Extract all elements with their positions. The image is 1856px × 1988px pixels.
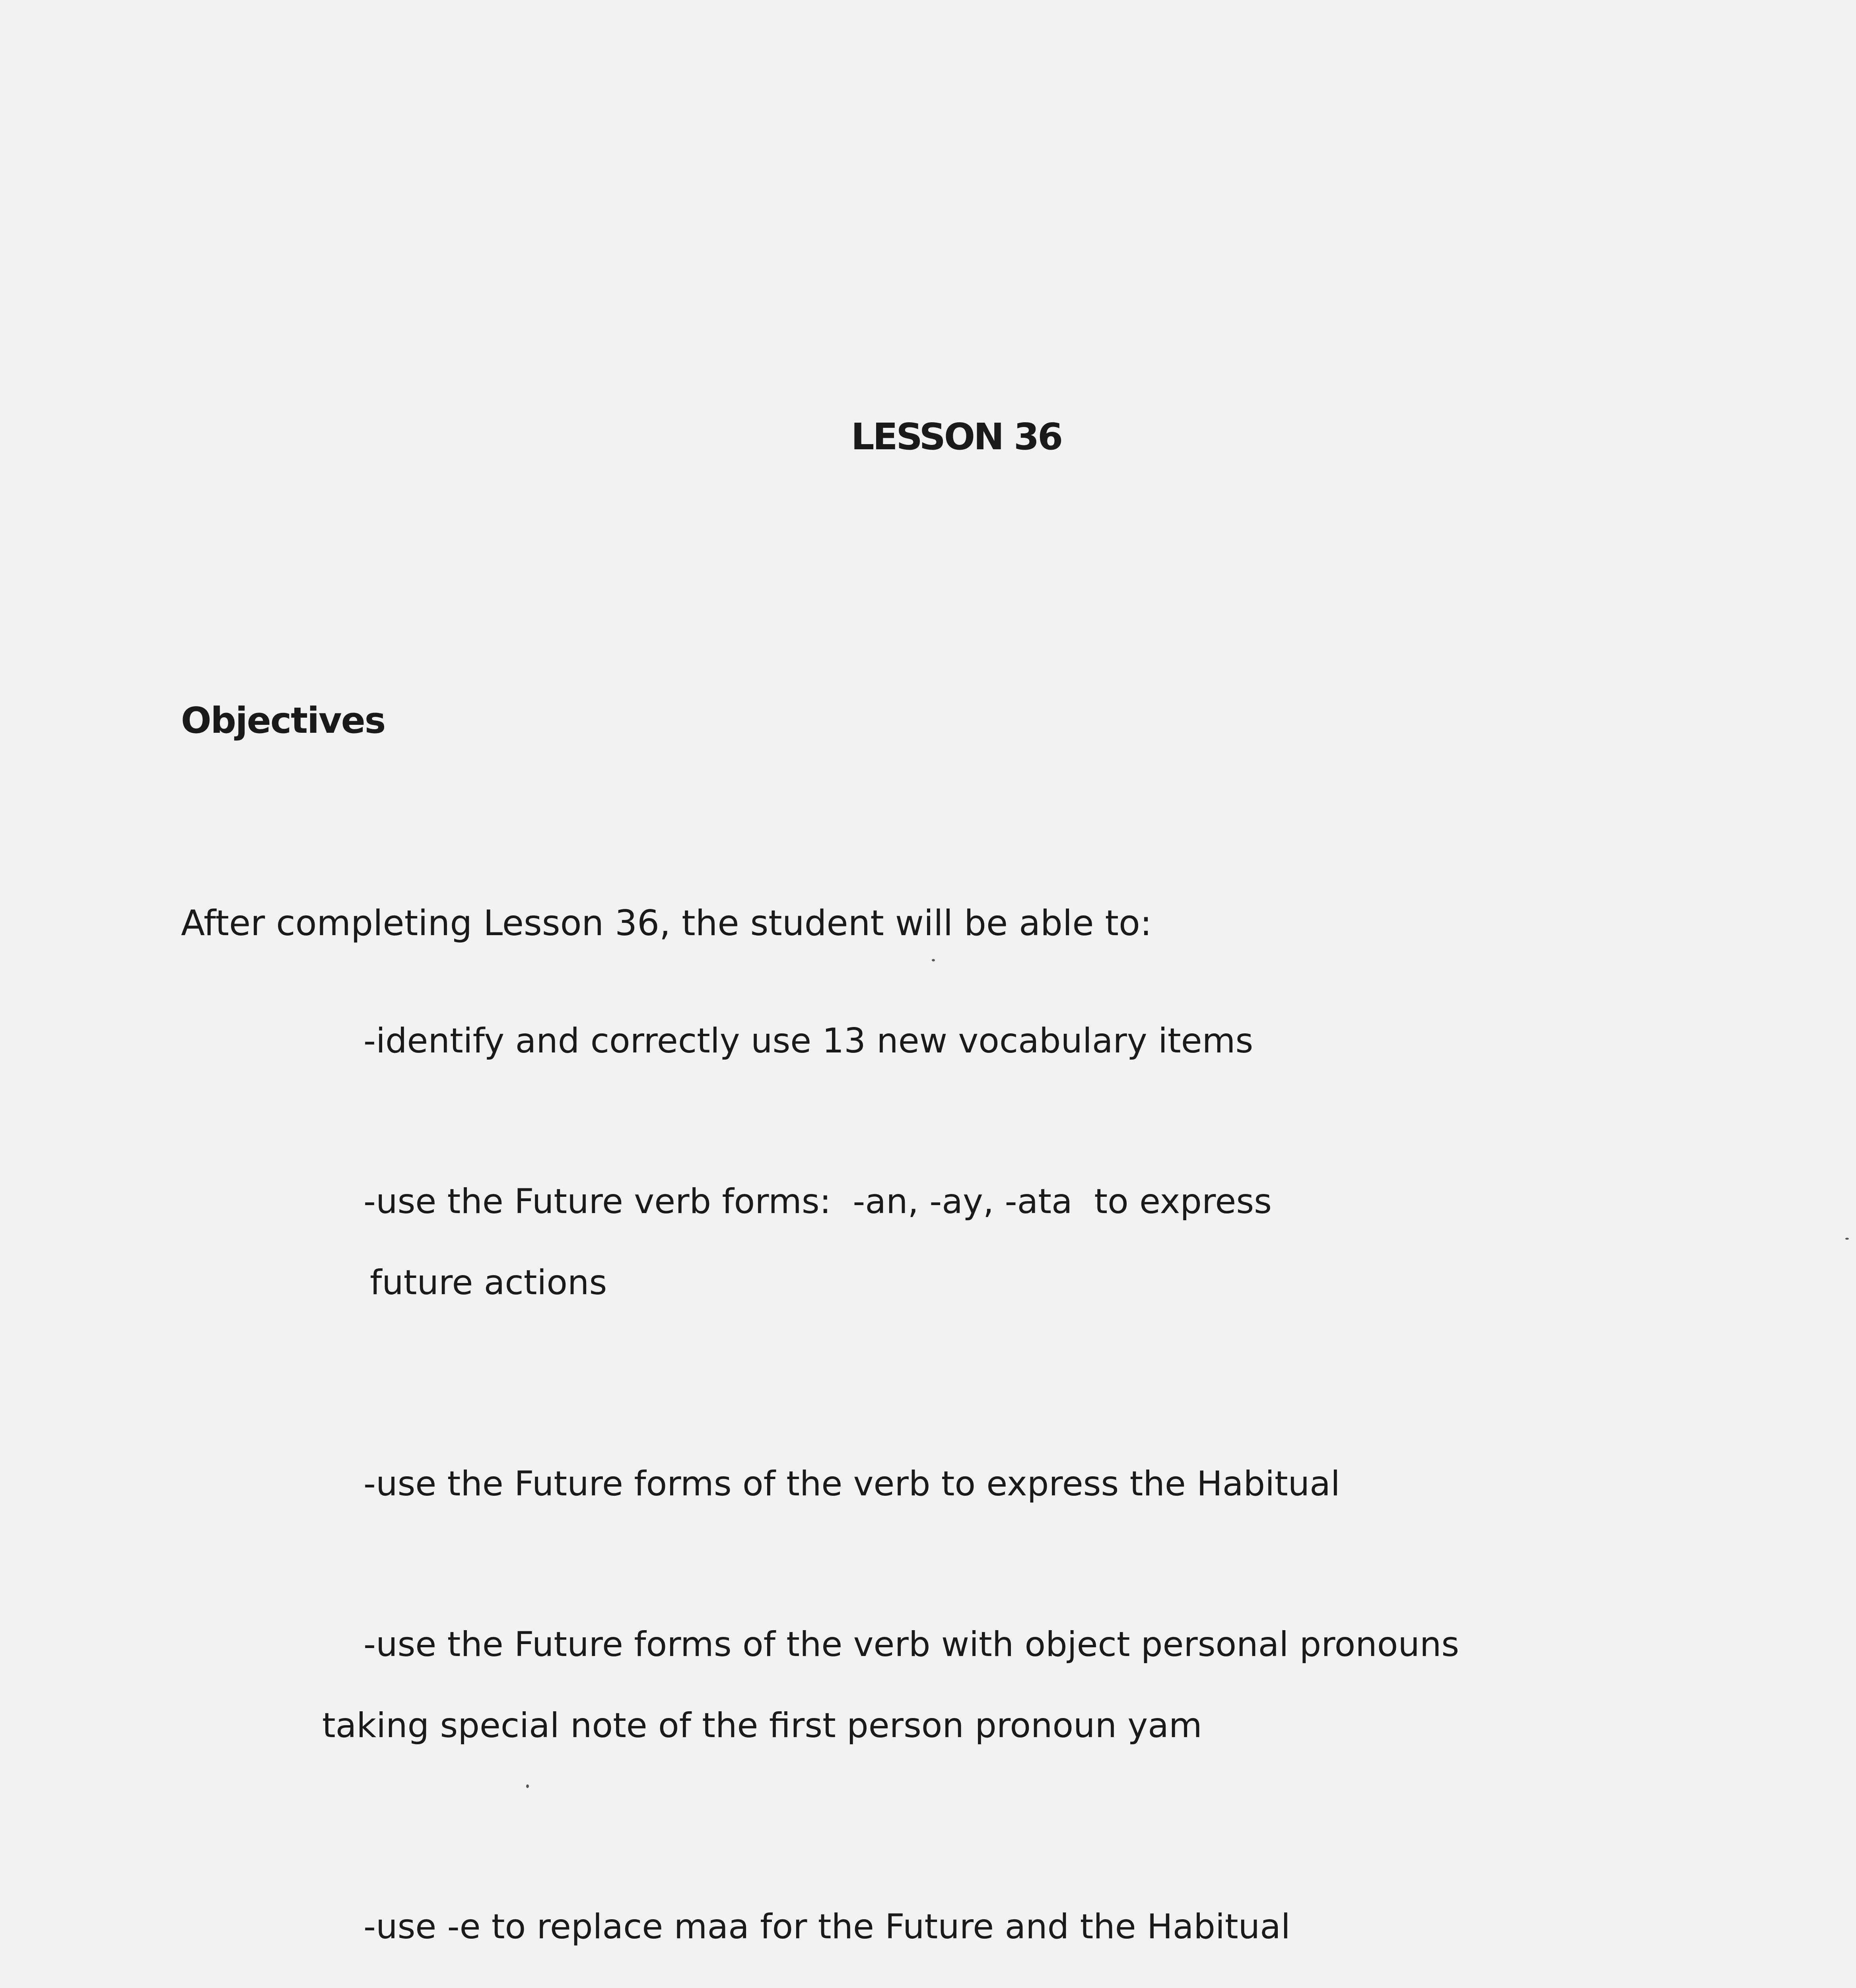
- objective-text: -use the Future verb forms: -an, -ay, -ata to express: [363, 1182, 1272, 1221]
- objective-text: -identify and correctly use 13 new vocabulary items: [363, 1021, 1254, 1061]
- objective-text: -use -e to replace maa for the Future and the Habitual: [363, 1907, 1290, 1947]
- objective-item: [298, 1584, 1472, 1827]
- objectives-heading: Objectives: [181, 700, 385, 742]
- objective-item: [298, 1141, 1472, 1384]
- objective-text: -use the Future forms of the verb with object personal pronouns: [363, 1625, 1460, 1664]
- scan-speck: [526, 1784, 529, 1788]
- objective-text: -use the Future forms of the verb to express the Habitual: [363, 1464, 1340, 1504]
- objective-item: [298, 1423, 1472, 1545]
- scan-speck: [932, 959, 935, 961]
- objective-continuation: future actions: [370, 1263, 607, 1303]
- objective-item: [298, 1866, 1472, 1988]
- lesson-title: LESSON 36: [851, 415, 1062, 458]
- objective-continuation: taking special note of the first person pronoun yam: [322, 1706, 1202, 1745]
- objective-item: [298, 980, 1472, 1102]
- objectives-list: [298, 980, 1472, 1988]
- scan-speck: [1845, 1238, 1849, 1240]
- intro-sentence: After completing Lesson 36, the student will be able to:: [181, 903, 1152, 944]
